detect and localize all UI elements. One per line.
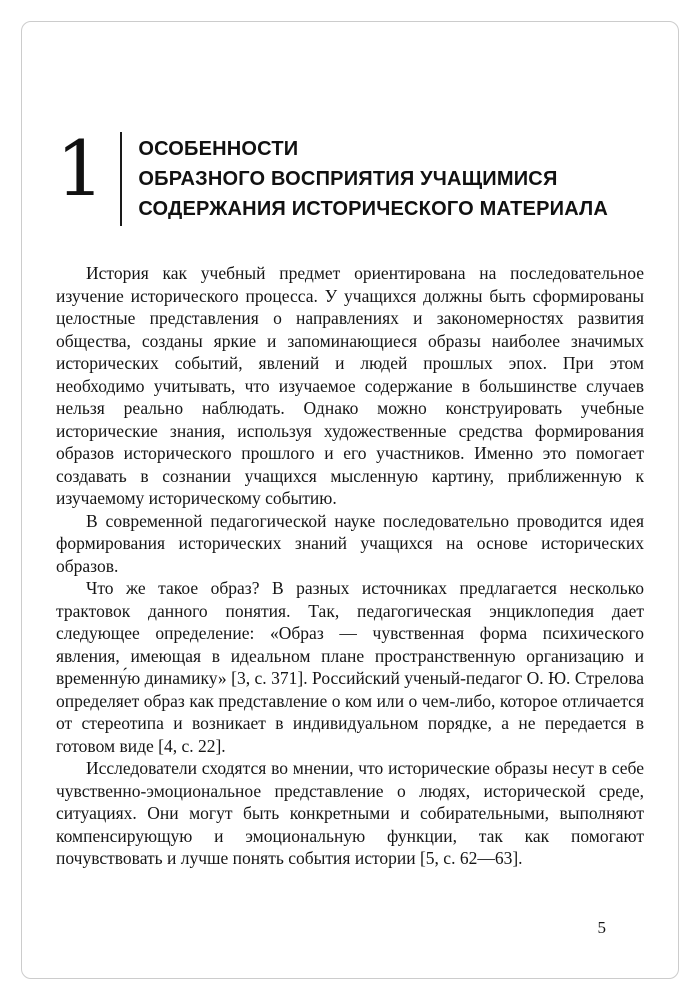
chapter-header [56, 124, 644, 226]
chapter-title-line-3: СОДЕРЖАНИЯ ИСТОРИЧЕСКОГО МАТЕРИАЛА [138, 198, 608, 220]
chapter-title [138, 134, 608, 224]
chapter-title-line-1: ОСОБЕННОСТИ [138, 138, 299, 160]
paragraph-4: Исследователи сходятся во мнении, что исторические образы несут в себе чувственно-эмоциональное представление о людях, исторической среде, ситуациях. Они могут быть конкретными и собирательными, выполняют компенсирующую и эмоциональную функции, так как помогают почувствовать и лучше понять события истории [5, с. 62—63]. [56, 758, 644, 868]
paragraph-1: История как учебный предмет ориентирована на последовательное изучение исторического процесса. У учащихся должны быть сформированы целостные представления о направлениях и закономерностях развития общества, созданы яркие и запоминающиеся образы наиболее значимых исторических событий, явлений и людей прошлых эпох. При этом необходимо учитывать, что изучаемое содержание в большинстве случаев нельзя реально наблюдать. Однако можно конструировать учебные исторические знания, используя художественные средства формирования образов исторического прошлого и его участников. Именно это помогает создавать в сознании учащихся мысленную картину, приближенную к изучаемому историческому событию. [56, 263, 644, 508]
chapter-number: 1 [56, 124, 105, 213]
page-content [56, 22, 644, 870]
paragraph-2: В современной педагогической науке последовательно проводится идея формирования исторических знаний учащихся на основе исторических образов. [56, 510, 644, 576]
chapter-divider [120, 132, 122, 226]
chapter-title-line-2: ОБРАЗНОГО ВОСПРИЯТИЯ УЧАЩИМИСЯ [138, 168, 558, 190]
document-page [21, 21, 679, 979]
page-number: 5 [597, 918, 606, 937]
paragraph-3: Что же такое образ? В разных источниках предлагается несколько трактовок данного понятия. Так, педагогическая энциклопедия дает следующее определение: «Образ — чувственная форма психического явления, имеющая в идеальном плане пространственную организацию и временну́ю динамику» [3, с. 371]. Российский ученый-педагог О. Ю. Стрелова определяет образ как представление о ком или о чем-либо, которое отличается от стереотипа и возникает в индивидуальном порядке, а не передается в готовом виде [4, с. 22]. [56, 578, 644, 756]
body-text [56, 262, 644, 870]
